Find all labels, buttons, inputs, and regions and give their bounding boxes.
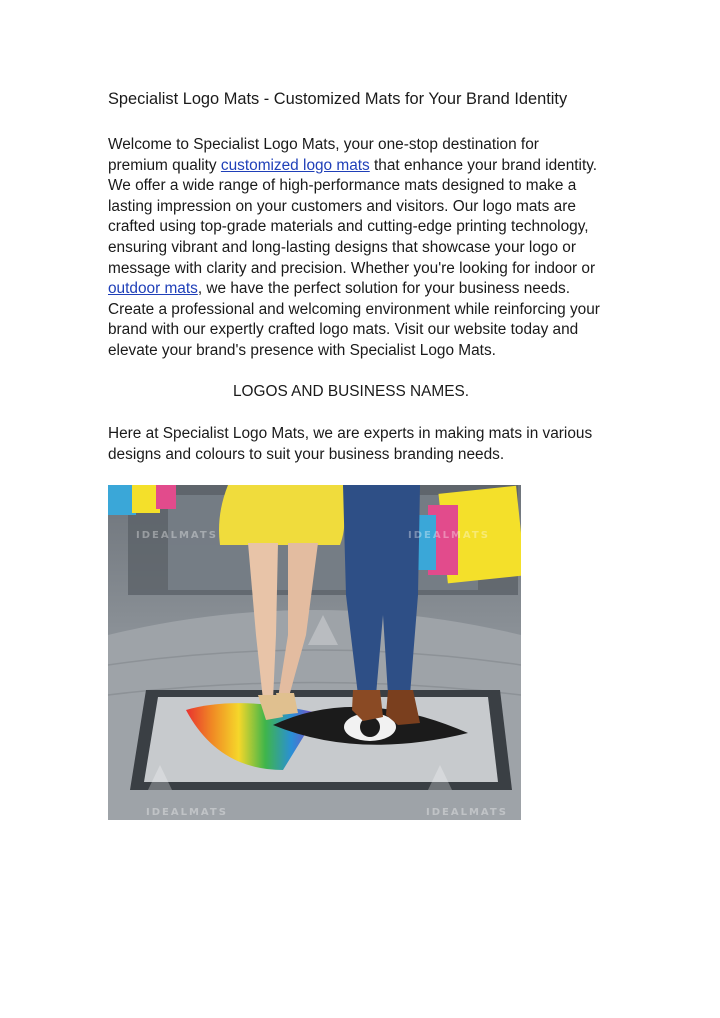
intro-line: Create a professional and welcoming environment while reinforcing your xyxy=(108,300,600,318)
section-paragraph xyxy=(108,424,628,465)
shopping-bag xyxy=(132,485,160,513)
watermark-text: IDEALMATS xyxy=(136,530,218,541)
customized-logo-mats-link[interactable]: customized logo mats xyxy=(220,156,370,174)
intro-line: brand with our expertly crafted logo mats. Visit our website today and xyxy=(108,321,579,339)
intro-line xyxy=(108,279,628,300)
shopping-bag xyxy=(156,485,176,509)
intro-line: ensuring vibrant and long-lasting designs that showcase your logo or xyxy=(108,238,576,256)
logo-mat-photo xyxy=(108,485,521,820)
watermark-text: IDEALMATS xyxy=(426,807,508,818)
yellow-skirt xyxy=(219,485,345,545)
watermark-text: IDEALMATS xyxy=(408,530,490,541)
page-title: Specialist Logo Mats - Customized Mats for Your Brand Identity xyxy=(108,90,568,108)
intro-paragraph xyxy=(108,135,628,362)
intro-line: crafted using top-grade materials and cutting-edge printing technology, xyxy=(108,218,589,236)
watermark-text: IDEALMATS xyxy=(146,807,228,818)
intro-line: lasting impression on your customers and visitors. Our logo mats are xyxy=(108,197,576,215)
section-heading: LOGOS AND BUSINESS NAMES. xyxy=(232,383,470,400)
intro-line: We offer a wide range of high-performance mats designed to make a xyxy=(108,177,577,195)
intro-text: premium quality xyxy=(108,156,221,174)
intro-text: , we have the perfect solution for your business needs. xyxy=(197,280,570,298)
outdoor-mats-link[interactable]: outdoor mats xyxy=(108,280,198,298)
section-line: Here at Specialist Logo Mats, we are experts in making mats in various xyxy=(108,425,593,442)
section-line: designs and colours to suit your business branding needs. xyxy=(108,445,505,463)
intro-line xyxy=(108,156,628,177)
shopping-bag xyxy=(108,485,136,515)
intro-text: that enhance your brand identity. xyxy=(369,156,598,174)
intro-line: message with clarity and precision. Whether you're looking for indoor or xyxy=(108,259,596,277)
intro-line: elevate your brand's presence with Specialist Logo Mats. xyxy=(108,341,496,359)
intro-line: Welcome to Specialist Logo Mats, your one-stop destination for xyxy=(108,136,539,153)
